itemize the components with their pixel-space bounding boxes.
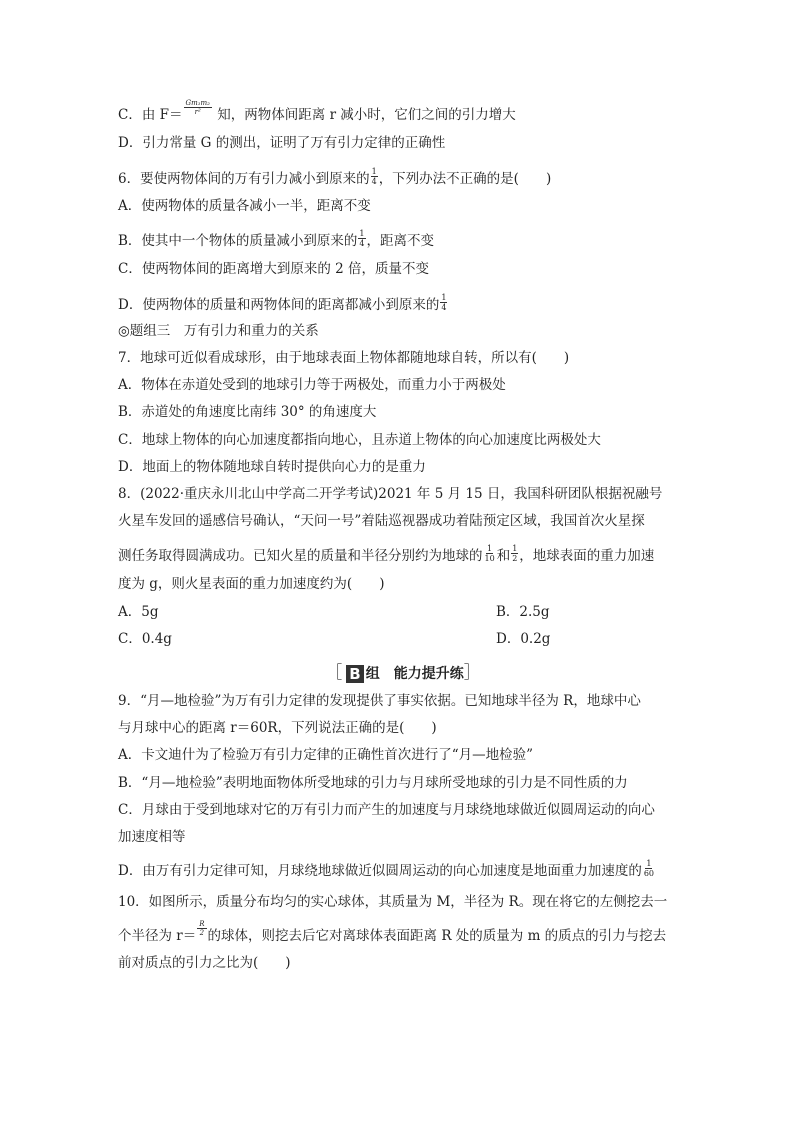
q7-option-c: C．地球上物体的向心加速度都指向地心，且赤道上物体的向心加速度比两极处大: [118, 432, 601, 448]
q6-option-d: [118, 293, 688, 315]
q5-formula: [184, 99, 212, 116]
q9-d-frac-num: 1: [646, 859, 652, 868]
q5-c-suffix: 知，两物体间距离 r 减小时，它们之间的引力增大: [212, 107, 516, 123]
q6-frac-num: 1: [371, 167, 377, 176]
q8-frac1-den: 10: [484, 554, 495, 563]
q6-b-frac-den: 4: [359, 239, 365, 248]
q10-frac-den: 2: [199, 929, 205, 937]
q9-option-c-line2: 加速度相等: [118, 829, 186, 845]
q6-b-prefix: B．使其中一个物体的质量减小到原来的: [118, 233, 358, 249]
q7-stem: 7．地球可近似看成球形，由于地球表面上物体都随地球自转，所以有( ): [118, 350, 570, 366]
section-b-heading: [118, 658, 688, 683]
q6-d-frac-den: 4: [441, 303, 447, 312]
section-b-close-bracket: ］: [463, 663, 481, 683]
q8-line3-prefix: 测任务取得圆满成功。已知火星的质量和半径分别约为地球的: [118, 548, 483, 564]
q10-line2-suffix: 的球体，则挖去后它对离球体表面距离 R 处的质量为 m 的质点的引力与挖去: [207, 928, 667, 944]
q9-option-c-line1: C．月球由于受到地球对它的万有引力而产生的加速度与月球绕地球做近似圆周运动的向心: [118, 802, 655, 818]
q7-option-d: D．地面上的物体随地球自转时提供向心力的是重力: [118, 459, 426, 475]
q8-line2: 火星车发回的遥感信号确认，“天问一号”着陆巡视器成功着陆预定区域，我国首次火星探: [118, 513, 645, 529]
q8-line1: 8．(2022·重庆永川北山中学高二开学考试)2021 年 5 月 15 日，我国科研团队根据祝融号: [118, 486, 663, 502]
q10-line2: [118, 920, 688, 945]
q6-b-suffix: ，距离不变: [366, 233, 435, 249]
q8-line3: [118, 544, 688, 566]
q9-d-prefix: D．由万有引力定律可知，月球绕地球做近似圆周运动的向心加速度是地面重力加速度的: [118, 863, 642, 879]
q6-stem-suffix: ，下列办法不正确的是( ): [378, 171, 552, 187]
q5-formula-num: Gm₁m₂: [185, 99, 210, 107]
q8-options-row2: [118, 630, 688, 648]
q8-frac1-num: 1: [487, 544, 493, 553]
q5-formula-den: r²: [194, 108, 201, 116]
q10-fraction: [197, 920, 206, 937]
q6-fraction: [371, 167, 378, 186]
q8-fraction-1: [484, 544, 496, 563]
q6-d-prefix: D．使两物体的质量和两物体间的距离都减小到原来的: [118, 297, 440, 313]
section-b-open-bracket: ［: [325, 663, 343, 683]
q10-line3: 前对质点的引力之比为( ): [118, 955, 291, 971]
q6-stem: [118, 167, 688, 189]
q8-line4: 度为 g，则火星表面的重力加速度约为( ): [118, 576, 385, 592]
q6-b-fraction: [358, 229, 365, 248]
q8-line3-mid: 和: [496, 548, 511, 564]
q6-d-fraction: [440, 293, 447, 312]
q7-option-a: A．物体在赤道处受到的地球引力等于两极处，而重力小于两极处: [118, 377, 506, 393]
q6-option-c: C．使两物体间的距离增大到原来的 2 倍，质量不变: [118, 261, 430, 277]
q9-d-fraction: [643, 859, 655, 878]
q8-option-c: C．0.4g: [118, 631, 172, 647]
q9-option-a: A．卡文迪什为了检验万有引力定律的正确性首次进行了“月—地检验”: [118, 747, 534, 763]
q5-option-c: [118, 99, 688, 124]
q7-option-b: B．赤道处的角速度比南纬 30° 的角速度大: [118, 404, 377, 420]
section-b-badge: B: [346, 665, 363, 683]
q9-line2: 与月球中心的距离 r＝60R，下列说法正确的是( ): [118, 720, 437, 736]
q8-option-a: A．5g: [118, 604, 159, 620]
section-b-title: 组 能力提升练: [365, 666, 464, 682]
q5-option-d: D．引力常量 G 的测出，证明了万有引力定律的正确性: [118, 135, 446, 151]
q6-b-frac-num: 1: [359, 229, 365, 238]
q8-option-b: B．2.5g: [496, 604, 550, 620]
q10-frac-num: R: [199, 920, 205, 928]
q6-frac-den: 4: [371, 177, 377, 186]
q9-option-b: B．“月—地检验”表明地面物体所受地球的引力与月球所受地球的引力是不同性质的力: [118, 775, 628, 791]
q8-fraction-2: [511, 544, 518, 563]
q6-stem-prefix: 6．要使两物体间的万有引力减小到原来的: [118, 171, 370, 187]
q9-line1: 9．“月—地检验”为万有引力定律的发现提供了事实依据。已知地球半径为 R，地球中心: [118, 693, 641, 709]
group3-heading: ◎题组三 万有引力和重力的关系: [118, 323, 319, 339]
q5-c-prefix: C．由 F＝: [118, 107, 183, 123]
q8-frac2-den: 2: [512, 554, 518, 563]
q8-option-d: D．0.2g: [496, 631, 551, 647]
q8-frac2-num: 1: [512, 544, 518, 553]
q6-option-b: [118, 229, 688, 251]
q10-line1: 10．如图所示，质量分布均匀的实心球体，其质量为 M，半径为 R。现在将它的左侧挖去一: [118, 894, 668, 910]
q10-line2-prefix: 个半径为 r＝: [118, 928, 197, 944]
q8-options-row1: [118, 603, 688, 621]
q6-option-a: A．使两物体的质量各减小一半，距离不变: [118, 198, 371, 214]
q9-option-d: [118, 859, 688, 881]
q8-line3-suffix: ，地球表面的重力加速: [519, 548, 655, 564]
q6-d-frac-num: 1: [441, 293, 447, 302]
q9-d-frac-den: 60: [643, 869, 655, 878]
